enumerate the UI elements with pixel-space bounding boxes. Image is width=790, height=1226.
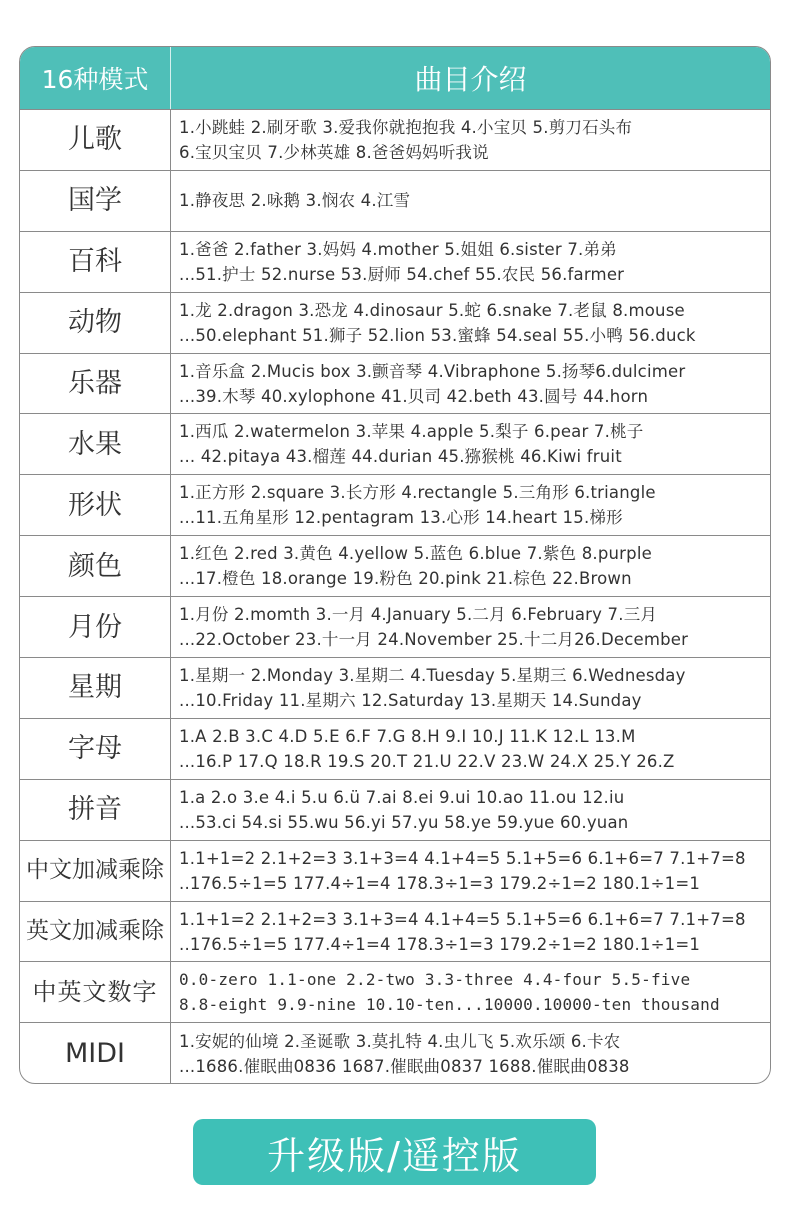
row-description-line: 1.月份 2.momth 3.一月 4.January 5.二月 6.February 7.三月 xyxy=(179,605,658,625)
table-row xyxy=(20,354,770,415)
row-category-text: 中文 xyxy=(26,857,72,884)
row-category xyxy=(20,780,171,840)
row-description-line: 1.1+1=2 2.1+2=3 3.1+3=4 4.1+4=5 5.1+5=6 6.1+6=7 7.1+7=8 xyxy=(179,909,746,929)
table-row xyxy=(20,232,770,293)
row-description-line: ...39.木琴 40.xylophone 41.贝司 42.beth 43.圆号 44.horn xyxy=(179,386,649,406)
row-description xyxy=(171,414,770,474)
row-description-line: 1.正方形 2.square 3.长方形 4.rectangle 5.三角形 6.triangle xyxy=(179,483,656,503)
table-header xyxy=(20,47,770,110)
row-description-line: 1.西瓜 2.watermelon 3.苹果 4.apple 5.梨子 6.pear 7.桃子 xyxy=(179,422,644,442)
row-description-line: ...10.Friday 11.星期六 12.Saturday 13.星期天 14.Sunday xyxy=(179,690,642,710)
row-description-line: 1.音乐盒 2.Mucis box 3.颤音琴 4.Vibraphone 5.扬琴6.dulcimer xyxy=(179,361,686,381)
row-category-text: 形状 xyxy=(68,489,122,521)
table-row xyxy=(20,110,770,171)
row-description xyxy=(171,902,770,962)
table-row xyxy=(20,1023,770,1084)
row-category-text: 加减乘除 xyxy=(72,857,164,884)
table-row xyxy=(20,962,770,1023)
row-description-line: ...53.ci 54.si 55.wu 56.yi 57.yu 58.ye 59.yue 60.yuan xyxy=(179,812,629,832)
row-category-text: 字母 xyxy=(68,733,122,765)
table-row xyxy=(20,780,770,841)
row-description-line: 0.0-zero 1.1-one 2.2-two 3.3-three 4.4-four 5.5-five xyxy=(179,970,691,990)
row-category-text: MIDI xyxy=(64,1038,125,1070)
row-description-line: 1.静夜思 2.咏鹅 3.悯农 4.江雪 xyxy=(179,191,411,211)
row-description-line: 1.1+1=2 2.1+2=3 3.1+3=4 4.1+4=5 5.1+5=6 6.1+6=7 7.1+7=8 xyxy=(179,848,746,868)
row-description-line: 1.A 2.B 3.C 4.D 5.E 6.F 7.G 8.H 9.I 10.J 11.K 12.L 13.M xyxy=(179,726,636,746)
row-category xyxy=(20,354,171,414)
row-category-text: 加减乘除 xyxy=(72,918,164,945)
row-description-line: ...1686.催眠曲0836 1687.催眠曲0837 1688.催眠曲0838 xyxy=(179,1056,630,1076)
row-description-line: 1.a 2.o 3.e 4.i 5.u 6.ü 7.ai 8.ei 9.ui 10.ao 11.ou 12.iu xyxy=(179,787,625,807)
row-description-line: 1.星期一 2.Monday 3.星期二 4.Tuesday 5.星期三 6.Wednesday xyxy=(179,665,686,685)
header-intro-label: 曲目介绍 xyxy=(414,63,527,96)
table-row xyxy=(20,658,770,719)
row-description-line: ...22.October 23.十一月 24.November 25.十二月26.December xyxy=(179,630,689,650)
row-category xyxy=(20,658,171,718)
row-category xyxy=(20,902,171,962)
table-row xyxy=(20,597,770,658)
row-description-line: ..176.5÷1=5 177.4÷1=4 178.3÷1=3 179.2÷1=2 180.1÷1=1 xyxy=(179,873,701,893)
table-row xyxy=(20,171,770,232)
row-category xyxy=(20,293,171,353)
row-description-line: 1.红色 2.red 3.黄色 4.yellow 5.蓝色 6.blue 7.紫色 8.purple xyxy=(179,544,652,564)
row-description xyxy=(171,536,770,596)
row-description-line: ...51.护士 52.nurse 53.厨师 54.chef 55.农民 56.farmer xyxy=(179,264,625,284)
row-description xyxy=(171,232,770,292)
row-category-text: 颜色 xyxy=(68,550,122,582)
row-description-line: ...11.五角星形 12.pentagram 13.心形 14.heart 15.梯形 xyxy=(179,508,623,528)
row-description-line: 6.宝贝宝贝 7.少林英雄 8.爸爸妈妈听我说 xyxy=(179,142,489,162)
row-description xyxy=(171,597,770,657)
row-category-text: 乐器 xyxy=(68,368,122,399)
table-row xyxy=(20,414,770,475)
row-category xyxy=(20,962,171,1022)
row-category-text: 中英文数字 xyxy=(32,978,158,1007)
table-row xyxy=(20,475,770,536)
row-category-text: 动物 xyxy=(68,307,122,339)
mode-table xyxy=(19,46,771,1084)
row-category-text: 英文 xyxy=(26,918,72,945)
row-description-line: ...50.elephant 51.狮子 52.lion 53.蜜蜂 54.seal 55.小鸭 56.duck xyxy=(179,325,696,345)
row-category-text: 星期 xyxy=(68,672,122,704)
row-description xyxy=(171,110,770,170)
table-body xyxy=(20,110,770,1084)
row-category xyxy=(20,110,171,170)
row-category-text: 月份 xyxy=(68,611,122,643)
row-category xyxy=(20,232,171,292)
upgrade-remote-badge: 升级版/遥控版 xyxy=(193,1119,596,1185)
row-description xyxy=(171,780,770,840)
row-description-line: ...17.橙色 18.orange 19.粉色 20.pink 21.棕色 22.Brown xyxy=(179,569,632,589)
table-row xyxy=(20,902,770,963)
row-category xyxy=(20,719,171,779)
row-description-line: 8.8-eight 9.9-nine 10.10-ten...10000.10000-ten thousand xyxy=(179,995,720,1015)
row-description xyxy=(171,962,770,1022)
row-description xyxy=(171,1023,770,1084)
row-category xyxy=(20,597,171,657)
row-description xyxy=(171,658,770,718)
row-category-text: 儿歌 xyxy=(68,124,122,156)
row-description-line: ..176.5÷1=5 177.4÷1=4 178.3÷1=3 179.2÷1=2 180.1÷1=1 xyxy=(179,934,701,954)
row-description xyxy=(171,719,770,779)
row-category-text: 百科 xyxy=(68,246,122,278)
row-description xyxy=(171,171,770,231)
row-description xyxy=(171,354,770,414)
row-category xyxy=(20,536,171,596)
row-description-line: 1.安妮的仙境 2.圣诞歌 3.莫扎特 4.虫儿飞 5.欢乐颂 6.卡农 xyxy=(179,1031,621,1051)
row-description-line: 1.龙 2.dragon 3.恐龙 4.dinosaur 5.蛇 6.snake 7.老鼠 8.mouse xyxy=(179,300,685,320)
row-description-line: ...16.P 17.Q 18.R 19.S 20.T 21.U 22.V 23.W 24.X 25.Y 26.Z xyxy=(179,751,675,771)
row-description xyxy=(171,475,770,535)
row-description xyxy=(171,841,770,901)
row-description xyxy=(171,293,770,353)
table-row xyxy=(20,536,770,597)
row-category-text: 国学 xyxy=(68,185,122,217)
table-row xyxy=(20,293,770,354)
row-description-line: ... 42.pitaya 43.榴莲 44.durian 45.猕猴桃 46.Kiwi fruit xyxy=(179,447,622,467)
table-row xyxy=(20,841,770,902)
row-category-text: 拼音 xyxy=(68,794,122,826)
row-category xyxy=(20,414,171,474)
row-category-text: 水果 xyxy=(68,428,122,460)
table-row xyxy=(20,719,770,780)
row-description-line: 1.爸爸 2.father 3.妈妈 4.mother 5.姐姐 6.sister 7.弟弟 xyxy=(179,239,617,259)
row-category xyxy=(20,475,171,535)
row-category xyxy=(20,1023,171,1084)
header-mode-label: 16种模式 xyxy=(20,47,171,109)
row-category xyxy=(20,841,171,901)
row-category xyxy=(20,171,171,231)
row-description-line: 1.小跳蛙 2.刷牙歌 3.爱我你就抱抱我 4.小宝贝 5.剪刀石头布 xyxy=(179,117,633,137)
